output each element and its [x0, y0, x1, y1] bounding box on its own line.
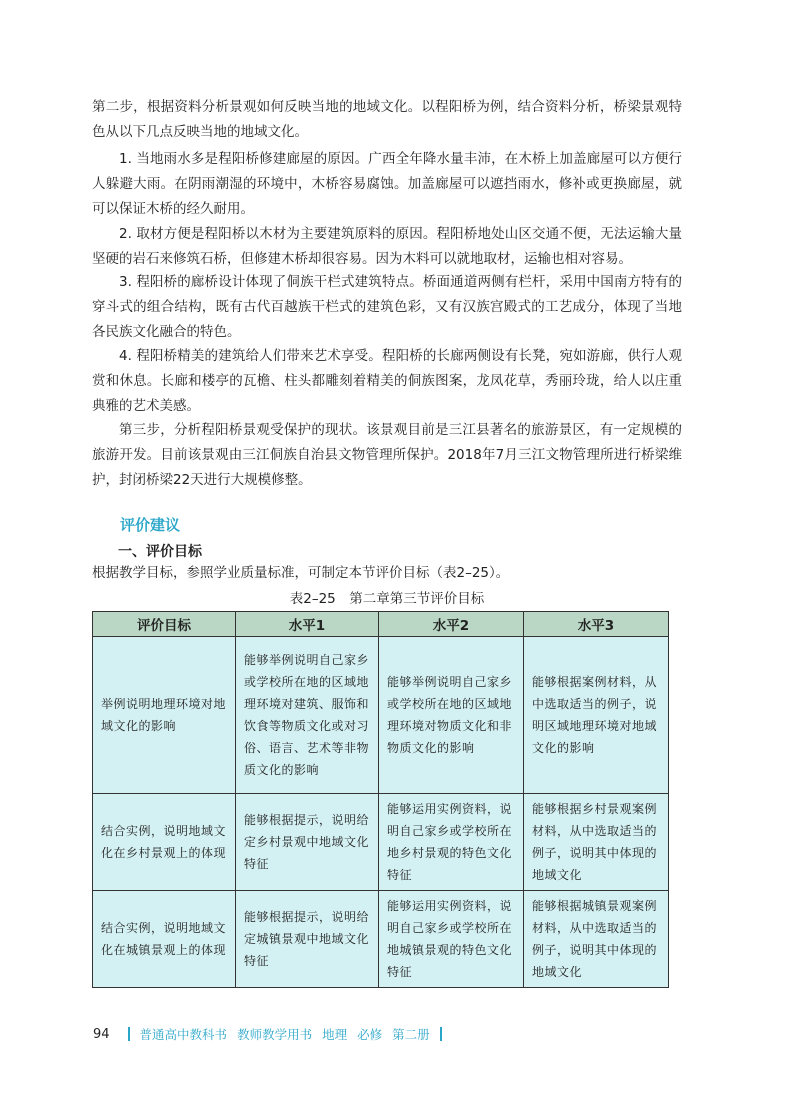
table-header-cell: 水平3 — [524, 612, 669, 637]
table-cell: 能够举例说明自己家乡或学校所在地的区域地理环境对物质文化和非物质文化的影响 — [379, 637, 524, 794]
table-row — [93, 637, 669, 794]
body-paragraph: 2. 取材方便是程阳桥以木材为主要建筑原料的原因。程阳桥地处山区交通不便，无法运输大量坚硬的岩石来修筑石桥，但修建木桥却很容易。因为木料可以就地取材，运输也相对容易。 — [92, 226, 682, 267]
body-paragraph: 第二步，根据资料分析景观如何反映当地的地域文化。以程阳桥为例，结合资料分析，桥梁景观特色从以下几点反映当地的地域文化。 — [92, 99, 682, 140]
footer-divider — [128, 1027, 130, 1041]
evaluation-table — [92, 611, 669, 988]
table-header-row — [93, 612, 669, 637]
table-caption: 表2–25 第二章第三节评价目标 — [289, 591, 485, 607]
table-cell: 能够根据乡村景观案例材料，从中选取适当的例子，说明其中体现的地域文化 — [524, 794, 669, 891]
section-heading: 评价建议 — [120, 516, 181, 534]
table-cell: 能够根据提示，说明给定乡村景观中地域文化特征 — [236, 794, 379, 891]
table-row — [93, 891, 669, 988]
table-cell: 举例说明地理环境对地域文化的影响 — [93, 637, 236, 794]
table-cell: 能够根据提示，说明给定城镇景观中地域文化特征 — [236, 891, 379, 988]
table-cell: 能够根据城镇景观案例材料，从中选取适当的例子，说明其中体现的地域文化 — [524, 891, 669, 988]
table-cell: 能够运用实例资料，说明自己家乡或学校所在地城镇景观的特色文化特征 — [379, 891, 524, 988]
body-paragraph: 第三步，分析程阳桥景观受保护的现状。该景观目前是三江县著名的旅游景区，有一定规模的旅游开发。目前该景观由三江侗族自治县文物管理所保护。2018年7月三江文物管理所进行桥梁维护，封闭桥梁22天进行大规模修整。 — [92, 422, 682, 488]
footer-volume: 第二册 — [392, 1027, 430, 1042]
sub-heading: 一、评价目标 — [118, 544, 202, 560]
table-cell: 结合实例，说明地域文化在乡村景观上的体现 — [93, 794, 236, 891]
page-number: 94 — [93, 1026, 110, 1042]
table-cell: 能够根据案例材料，从中选取适当的例子，说明区域地理环境对地域文化的影响 — [524, 637, 669, 794]
table-header-cell: 水平1 — [236, 612, 379, 637]
body-paragraph: 1. 当地雨水多是程阳桥修建廊屋的原因。广西全年降水量丰沛，在木桥上加盖廊屋可以方便行人躲避大雨。在阴雨潮湿的环境中，木桥容易腐蚀。加盖廊屋可以遮挡雨水，修补或更换廊屋，就可以保证木桥的经久耐用。 — [92, 151, 682, 217]
footer-subject: 地理 — [322, 1027, 348, 1042]
footer-course: 必修 — [357, 1027, 383, 1042]
table-cell: 能够举例说明自己家乡或学校所在地的区域地理环境对建筑、服饰和饮食等物质文化或对习俗、语言、艺术等非物质文化的影响 — [236, 637, 379, 794]
footer-book-series: 普通高中教科书 — [139, 1027, 228, 1042]
body-paragraph: 4. 程阳桥精美的建筑给人们带来艺术享受。程阳桥的长廊两侧设有长凳，宛如游廊，供行人观赏和休息。长廊和楼亭的瓦檐、柱头都雕刻着精美的侗族图案，龙凤花草，秀丽玲珑，给人以庄重典雅的艺术美感。 — [92, 348, 682, 414]
table-row — [93, 794, 669, 891]
table-cell: 结合实例，说明地域文化在城镇景观上的体现 — [93, 891, 236, 988]
intro-text: 根据教学目标，参照学业质量标准，可制定本节评价目标（表2–25）。 — [92, 565, 510, 581]
body-paragraph: 3. 程阳桥的廊桥设计体现了侗族干栏式建筑特点。桥面通道两侧有栏杆，采用中国南方特有的穿斗式的组合结构，既有古代百越族干栏式的建筑色彩，又有汉族宫殿式的工艺成分，体现了当地各民族文化融合的特色。 — [92, 274, 682, 340]
footer-book-type: 教师教学用书 — [237, 1027, 313, 1042]
footer-divider — [440, 1027, 442, 1041]
table-cell: 能够运用实例资料，说明自己家乡或学校所在地乡村景观的特色文化特征 — [379, 794, 524, 891]
table-header-cell: 评价目标 — [93, 612, 236, 637]
page-footer — [93, 1025, 442, 1043]
table-header-cell: 水平2 — [379, 612, 524, 637]
